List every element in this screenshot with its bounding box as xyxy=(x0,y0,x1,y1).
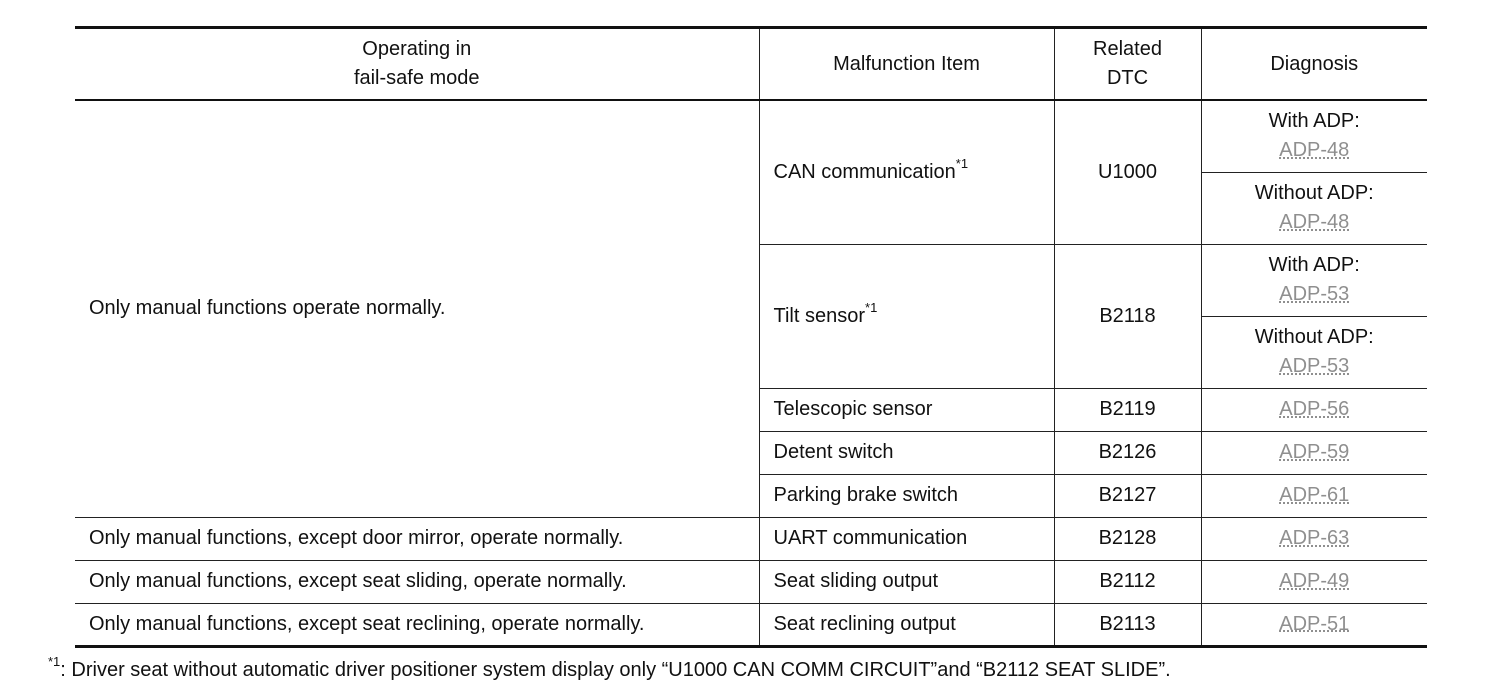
adp-link[interactable]: ADP-61 xyxy=(1279,484,1350,506)
mode-cell: Only manual functions operate normally. xyxy=(75,100,759,517)
mode-cell: Only manual functions, except seat sliding, operate normally. xyxy=(75,560,759,603)
adp-link[interactable]: ADP-63 xyxy=(1279,527,1350,549)
adp-link[interactable]: ADP-48 xyxy=(1279,139,1350,162)
adp-link[interactable]: ADP-48 xyxy=(1279,211,1350,233)
item-cell: Seat reclining output xyxy=(759,603,1054,646)
table-row xyxy=(75,603,1427,646)
adp-link[interactable]: ADP-53 xyxy=(1279,355,1350,377)
item-cell: Telescopic sensor xyxy=(759,388,1054,431)
adp-link[interactable]: ADP-56 xyxy=(1279,398,1350,420)
adp-link[interactable]: ADP-53 xyxy=(1279,283,1350,305)
item-cell: Parking brake switch xyxy=(759,474,1054,517)
header-dtc-line1: Related xyxy=(1093,38,1162,60)
item-cell xyxy=(759,100,1054,244)
item-cell: Seat sliding output xyxy=(759,560,1054,603)
header-operating-mode xyxy=(75,28,759,101)
header-operating-line2: fail-safe mode xyxy=(353,67,480,89)
header-dtc-line2: DTC xyxy=(1106,67,1149,89)
diagnosis-cell xyxy=(1201,172,1427,244)
table-row xyxy=(75,517,1427,560)
dtc-cell: B2128 xyxy=(1054,517,1201,560)
footnote-mark: *1 xyxy=(865,299,878,315)
item-tilt-sensor: Tilt sensor xyxy=(773,304,866,327)
adp-link[interactable]: ADP-51 xyxy=(1279,612,1350,635)
fail-safe-table-container xyxy=(75,26,1427,648)
table-header-row xyxy=(75,28,1427,101)
dtc-cell: B2119 xyxy=(1054,388,1201,431)
adp-link[interactable]: ADP-59 xyxy=(1279,441,1350,463)
without-adp-label: Without ADP: xyxy=(1254,326,1374,348)
item-can-communication: CAN communication xyxy=(773,160,956,183)
diagnosis-cell xyxy=(1201,517,1427,560)
with-adp-label: With ADP: xyxy=(1268,254,1360,276)
diagnosis-cell xyxy=(1201,560,1427,603)
dtc-cell: B2126 xyxy=(1054,431,1201,474)
fail-safe-table xyxy=(75,26,1427,648)
diagnosis-cell xyxy=(1201,388,1427,431)
table-row xyxy=(75,560,1427,603)
mode-cell: Only manual functions, except seat reclining, operate normally. xyxy=(75,603,759,646)
diagnosis-cell xyxy=(1201,316,1427,388)
item-cell: UART communication xyxy=(759,517,1054,560)
item-cell xyxy=(759,244,1054,388)
diagnosis-cell xyxy=(1201,244,1427,316)
table-row xyxy=(75,100,1427,172)
header-malfunction-item: Malfunction Item xyxy=(759,28,1054,101)
diagnosis-cell xyxy=(1201,100,1427,172)
item-cell: Detent switch xyxy=(759,431,1054,474)
header-diagnosis: Diagnosis xyxy=(1201,28,1427,101)
dtc-cell: U1000 xyxy=(1054,100,1201,244)
footnote-mark: *1 xyxy=(48,654,61,670)
without-adp-label: Without ADP: xyxy=(1254,182,1374,204)
dtc-cell: B2127 xyxy=(1054,474,1201,517)
footnote-text: : Driver seat without automatic driver positioner system display only “U1000 CAN COMM CIRCUIT”and “B2112 SEAT SLIDE”. xyxy=(60,659,1171,681)
dtc-cell: B2118 xyxy=(1054,244,1201,388)
footnote xyxy=(48,656,1488,684)
footnote-mark: *1 xyxy=(955,156,969,172)
diagnosis-cell xyxy=(1201,431,1427,474)
mode-cell: Only manual functions, except door mirror, operate normally. xyxy=(75,517,759,560)
diagnosis-cell xyxy=(1201,603,1427,646)
header-operating-line1: Operating in xyxy=(362,38,472,60)
adp-link[interactable]: ADP-49 xyxy=(1279,570,1350,592)
with-adp-label: With ADP: xyxy=(1268,110,1360,133)
header-related-dtc xyxy=(1054,28,1201,101)
dtc-cell: B2112 xyxy=(1054,560,1201,603)
dtc-cell: B2113 xyxy=(1054,603,1201,646)
diagnosis-cell xyxy=(1201,474,1427,517)
